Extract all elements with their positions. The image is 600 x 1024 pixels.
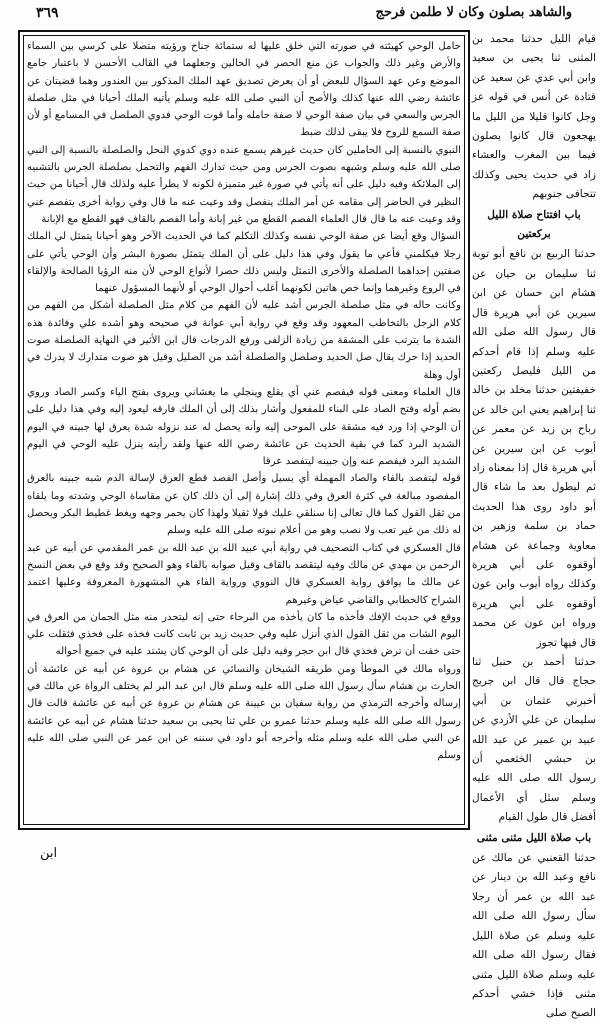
commentary-paragraph: حامل الوحي كهيئته في صورته التي خلق عليها له ستمائة جناح ورؤيته متصلا على كرسي بين السماء والأرض وغير ذلك والجواب عن منع الحصر في الحالين وجعلهما في القالب الأحسن لا باعتبار جامع الموضع وعن عهد السؤال للبعض أو أن يعرض تصديق عهد الملك المذكور بين العندور وهما قضيتان عن عائشة رضي الله عنها كذلك والأصح أن النبي صلى الله عليه وسلم يأتيه الملك أحيانا في مثل صلصلة الجرس والسعي في بيان صفة الوحي لا صفة حامله وأما قوت الوحي فدوي الصلصل في المسامع أو لأن صفة السمع للروح فلا يبقى لذلك ضبط bbox=[27, 41, 461, 139]
matn-paragraph: حدثنا أحمد بن حنبل ثنا حجاج قال قال ابن جريج أخبرني عثمان بن أبي سليمان عن علي الأزدي عن عبيد بن عمير عن عبد الله بن حبشي الخثعمي أن رسول الله صلى الله عليه وسلم سئل أي الأعمال أفضل قال طول القيام bbox=[472, 656, 596, 824]
running-header: والشاهد بصلون وكان لا طلمن فرحج bbox=[375, 5, 572, 20]
matn-paragraph: حدثنا القعنبي عن مالك عن نافع وعبد الله بن دينار عن عبد الله بن عمر أن رجلا سأل رسول الله صلى الله عليه وسلم عن صلاة الليل فقال رسول الله صلى الله عليه وسلم صلاة الليل مثنى مثنى فإذا خشي أحدكم الصبح صلى bbox=[472, 852, 596, 1020]
chapter-heading: باب صلاة الليل مثنى مثنى bbox=[476, 831, 592, 844]
page-header bbox=[36, 2, 572, 24]
commentary-paragraph: قال العسكري في كتاب التصحيف في رواية أبي عبيد الله بن عبد الله بن عمر المقدمي عن أبيه عن عبد الرحمن بن مهدي عن مالك وفيه ليتقصد بالقاف وقيل صوابه بالفاء وهو الصحيح وقد وقع في بعض النسخ عن مالك ما يوافق رواية العسكري قال النووي ورواية الفاء هي المشهورة المعروفة وعليها اعتمد الشراح كالخطابي والقاضي عياض وغيرهم bbox=[27, 542, 461, 606]
commentary-paragraph: النبوي بالنسبة إلى الحاملين كان حديث غيرهم يسمع عنده دوي كدوي النحل والصلصلة بالنسبة إلى النبي صلى الله عليه وسلم وشبهه بصوت الجرس ومن حيث تدارك الفهم والتحمل بصلصلة الجرس بالتشبيه إلى الملائكة وفيه دليل على أنه يأتي في صورة غير متميزة لكونه لا يطرأ عليه ولذلك قال أحيانا من حيث النظير في الحاضر إلى مقامه عن أمر الملك ينفصل وقد وعيت عنه ما قال وفي رواية أخرى يتفصم عني وقد وعيت عنه ما قال قال العلماء الفصم القطع من غير إبانة وأما الفصم بالقاف فهو القطع مع الإبانة bbox=[27, 144, 461, 225]
commentary-block bbox=[27, 38, 461, 824]
chapter-heading: باب افتتاح صلاة الليل بركعتين bbox=[487, 208, 581, 241]
page-number: ٣٦٩ bbox=[36, 5, 59, 21]
commentary-paragraph: ووقع في حديث الإفك فأخذه ما كان يأخذه من البرحاء حتى إنه ليتحدر منه مثل الجمان من العرق في اليوم الشات من ثقل القول الذي أنزل عليه وفي حديث زيد بن ثابت كانت فخذه على فخذي فثقلت علي حتى خفت أن ترض فخذي قال ابن حجر وفيه دليل على أن الوحي كان يشتد عليه في جميع أحواله bbox=[27, 611, 461, 658]
commentary-paragraph: وكانت حاله في مثل صلصلة الجرس أشد عليه لأن الفهم من كلام مثل الصلصلة أشكل من الفهم من كلام الرجل بالتخاطب المعهود وقد وقع في رواية أبي عوانة في صحيحه وهو أشده علي وفائدة هذه الشدة ما يترتب على المشقة من زيادة الزلفى ورفع الدرجات قال ابن الأثير في النهاية الصلصلة صوت الحديد إذا حرك يقال صل الحديد وصلصل والصلصلة أشد من الصليل وقيل هو صوت متدارك لا يدرك في أول وهلة bbox=[27, 300, 461, 381]
commentary-paragraph: ورواه مالك في الموطأ ومن طريقه الشيخان والنسائي عن هشام بن عروة عن أبيه عن عائشة أن الحارث بن هشام سأل رسول الله صلى الله عليه وسلم قال ابن عبد البر لم يختلف الرواة عن مالك في إرساله وأخرجه الترمذي من رواية سفيان بن عيينة عن هشام بن عروة عن أبيه عن عائشة قالت قال رسول الله صلى الله عليه وسلم حدثنا عمرو بن علي ثنا يحيى بن سعيد حدثنا هشام عن أبيه عن عائشة عن النبي صلى الله عليه وسلم مثله وأخرجه أبو داود في سننه عن ابن عمر عن النبي صلى الله عليه وسلم bbox=[27, 663, 461, 762]
commentary-paragraph: السؤال وقع أيضا عن صفة الوحي نفسه وكذلك التكلم كما في الحديث الآخر وهو أحيانا يتمثل لي الملك رجلا فيكلمني فأعي ما يقول وفي هذا دليل على أن الملك يتمثل بصورة البشر وأن الوحي يأتي على صفتين إحداهما الصلصلة والأخرى التمثل وليس ذلك حصرا لأنواع الوحي لأن منه الرؤيا الصالحة والإلقاء في الروع وغيرهما وإنما خص هاتين لكونهما أغلب أحوال الوحي أو لأنهما المسؤول عنهما bbox=[27, 231, 461, 295]
main-text-column bbox=[472, 30, 596, 1020]
matn-paragraph: حدثنا الربيع بن نافع أبو توبة ثنا سليمان بن حيان عن هشام ابن حسان عن ابن سيرين عن أبي هريرة قال قال رسول الله صلى الله عليه وسلم إذا قام أحدكم من الليل فليصل ركعتين خفيفتين حدثنا مخلد بن خالد ثنا إبراهيم يعني ابن خالد عن رباح بن زيد عن معمر عن أيوب عن ابن سيرين عن أبي هريرة قال إذا بمعناه زاد ثم ليطول بعد ما شاء قال أبو داود روى هذا الحديث حماد بن سلمة وزهير بن معاوية وجماعة عن هشام أوقفوه على أبي هريرة وكذلك رواه أيوب وابن عون أوقفوه على أبي هريرة ورواه ابن عون عن محمد قال فيها تجوز bbox=[472, 248, 596, 649]
commentary-paragraph: قال العلماء ومعنى قوله فيفصم عني أي يقلع وينجلي ما يغشاني ويروى بفتح الياء وكسر الصاد وروي بضم أوله وفتح الصاد على البناء للمفعول وأشار بذلك إلى أن الملك فارقه ليعود إليه وفي هذا دليل على أن الوحي إذا ورد فيه مشقة على الموحى إليه وأنه يحصل له عند نزوله شدة يعرق لها جبينه في اليوم الشديد البرد كما في بقية الحديث عن عائشة رضي الله عنها ولقد رأيته ينزل عليه الوحي في اليوم الشديد البرد فيفصم عنه وإن جبينه ليتفصد عرقا bbox=[27, 386, 461, 468]
catchword: ابن bbox=[40, 846, 58, 861]
matn-paragraph: قيام الليل حدثنا محمد بن المثنى ثنا يحيى بن سعيد وابن أبي عدي عن سعيد عن قتادة عن أنس في قوله عز وجل كانوا قليلا من الليل ما يهجعون قال كانوا يصلون فيما بين المغرب والعشاء زاد في حديث يحيى وكذلك تتجافى جنوبهم bbox=[472, 33, 596, 201]
commentary-paragraph: قوله ليتفصد بالفاء والصاد المهملة أي يسيل وأصل الفصد قطع العرق لإسالة الدم شبه جبينه بالعرق المفصود مبالغة في كثرة العرق وفي ذلك إشارة إلى أن ذلك كان عن مقاساة الوحي وشدته وما يلقاه من ثقل القول كما قال تعالى إنا سنلقي عليك قولا ثقيلا ولهذا كان يحمر وجهه ويغط غطيط البكر ويحصل له ذلك من غير تعب ولا نصب وهو من أعلام نبوته صلى الله عليه وسلم bbox=[27, 473, 461, 537]
